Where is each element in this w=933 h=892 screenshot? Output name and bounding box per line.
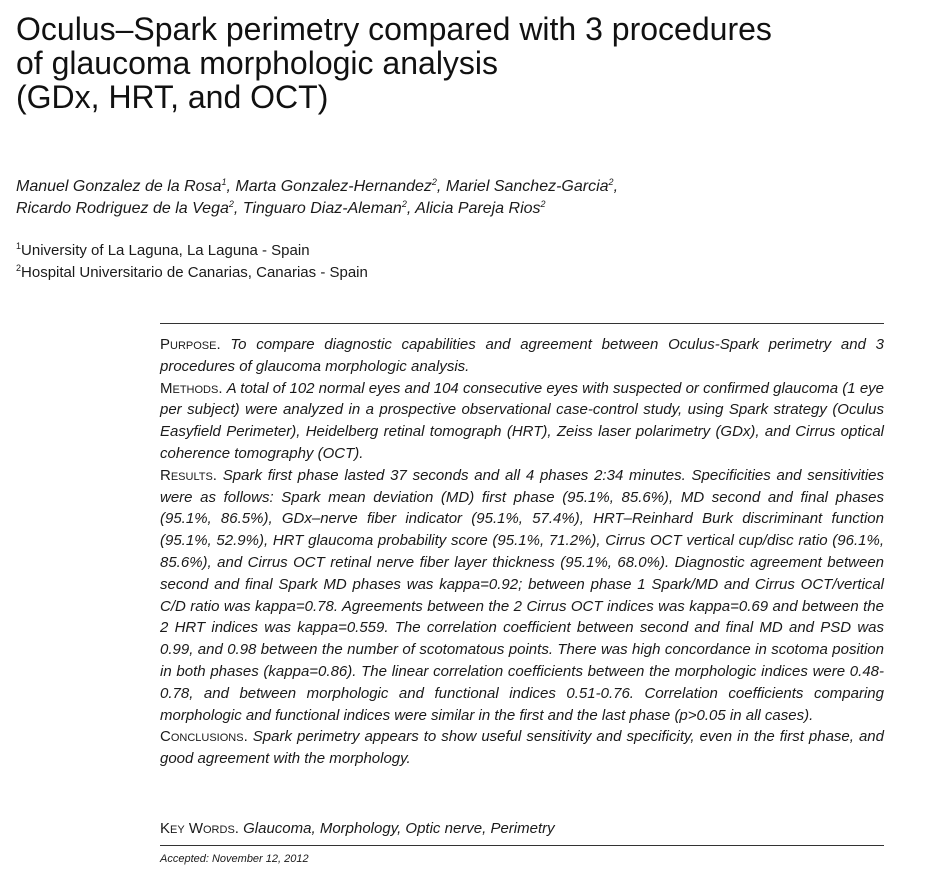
affiliation-item [16, 262, 716, 284]
conclusions-text: Spark perimetry appears to show useful sensitivity and specificity, even in the first phase, and good agreement with the morphology. [160, 728, 884, 768]
key-words-label: Key Words. [160, 820, 239, 837]
author-separator: , [233, 200, 243, 217]
affiliation-text: University of La Laguna, La Laguna - Spain [21, 242, 310, 259]
author-name: Mariel Sanchez-Garcia [445, 178, 609, 195]
title-line-1: Oculus–Spark perimetry compared with 3 procedures [16, 11, 772, 47]
abstract-conclusions [160, 726, 884, 770]
author-affiliation-mark: 1 [221, 177, 227, 187]
author-affiliation-mark: 2 [401, 199, 407, 209]
author-name: Manuel Gonzalez de la Rosa [16, 178, 222, 195]
affiliation-number: 2 [16, 263, 22, 273]
purpose-label: Purpose. [160, 336, 221, 353]
abstract-results [160, 465, 884, 727]
methods-label: Methods. [160, 379, 223, 397]
author-name: Ricardo Rodriguez de la Vega [16, 200, 229, 217]
title-line-2: of glaucoma morphologic analysis [16, 45, 499, 81]
author-separator: , [406, 200, 416, 217]
abstract-bottom-divider [160, 845, 884, 846]
abstract-purpose [160, 334, 884, 378]
author-line-1 [16, 176, 916, 198]
results-label: Results. [160, 466, 217, 484]
affiliation-text: Hospital Universitario de Canarias, Canarias - Spain [21, 264, 368, 281]
methods-text: A total of 102 normal eyes and 104 consecutive eyes with suspected or confirmed glaucoma (1 eye per subject) were analyzed in a prospective observational case-control study, using Spark strategy (Oculus Easyfield Perimeter), Heidelberg retinal tomograph (HRT), Zeiss laser polarimetry (GDx), and Cirrus optical coherence tomography (OCT). [160, 379, 884, 462]
key-words-text: Glaucoma, Morphology, Optic nerve, Perimetry [243, 820, 555, 837]
title-line-3: (GDx, HRT, and OCT) [16, 79, 329, 115]
purpose-text: To compare diagnostic capabilities and agreement between Oculus-Spark perimetry and 3 procedures of glaucoma morphologic analysis. [160, 336, 884, 375]
author-affiliation-mark: 2 [228, 199, 234, 209]
abstract [160, 334, 884, 770]
author-name: Tinguaro Diaz-Aleman [242, 200, 402, 217]
author-separator: , [436, 178, 446, 195]
abstract-top-divider [160, 323, 884, 324]
author-name: Alicia Pareja Rios [415, 200, 541, 217]
results-text: Spark first phase lasted 37 seconds and all 4 phases 2:34 minutes. Specificities and sensitivities were as follows: Spark mean deviation (MD) first phase (95.1%, 85.6%), MD second and final phases (95.1%, 86.5%), GDx–nerve fiber indicator (95.1%, 57.4%), HRT–Reinhard Burk discriminant function (95.1%, 52.9%), HRT glaucoma probability score (95.1%, 71.2%), Cirrus OCT vertical cup/disc ratio (96.1%, 85.6%), and Cirrus OCT retinal nerve fiber layer thickness (95.1%, 68.0%). Diagnostic agreement between second and final Spark MD phases was kappa=0.92; between phase 1 Spark/MD and Cirrus OCT/vertical C/D ratio was kappa=0.78. Agreements between the 2 Cirrus OCT indices was kappa=0.69 and between the 2 HRT indices was kappa=0.559. The correlation coefficient between second and final MD and PSD was 0.99, and 0.98 between the number of scotomatous points. There was high concordance in scotoma position in both phases (kappa=0.86). The linear correlation coefficients between the morphologic indices were 0.48-0.78, and between morphologic and functional indices 0.51-0.76. Correlation coefficients comparing morphologic and functional indices were similar in the first and the last phase (p>0.05 in all cases). [160, 466, 884, 724]
author-name: Marta Gonzalez-Hernandez [235, 178, 432, 195]
author-line-2 [16, 198, 916, 220]
author-separator: , [613, 178, 619, 195]
affiliation-number: 1 [16, 241, 22, 251]
affiliation-list [16, 240, 716, 284]
key-words [160, 819, 884, 839]
author-affiliation-mark: 2 [540, 199, 546, 209]
author-separator: , [226, 178, 236, 195]
conclusions-label: Conclusions. [160, 728, 248, 746]
affiliation-item [16, 240, 716, 262]
author-affiliation-mark: 2 [608, 177, 614, 187]
author-list [16, 176, 916, 220]
author-affiliation-mark: 2 [431, 177, 437, 187]
abstract-methods [160, 378, 884, 465]
accepted-date: Accepted: November 12, 2012 [160, 853, 309, 865]
article-title [16, 12, 916, 114]
